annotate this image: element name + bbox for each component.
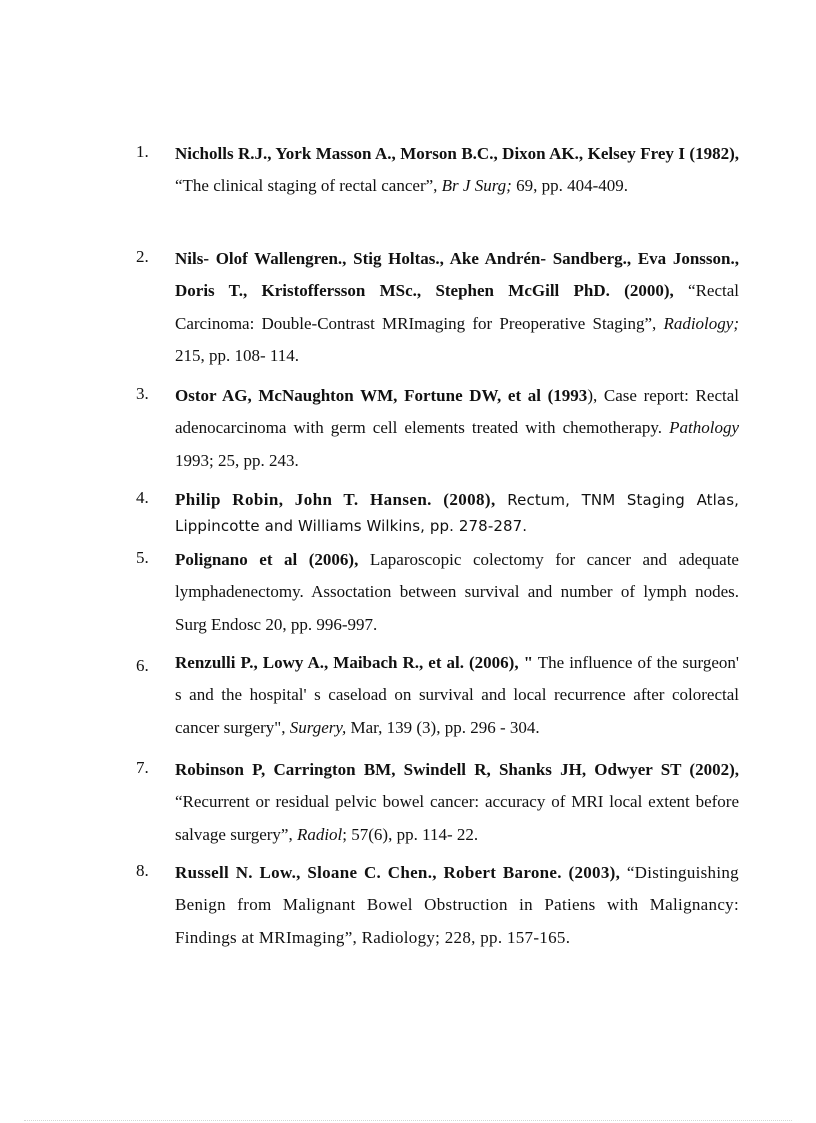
reference-journal: Radiol <box>296 824 343 844</box>
reference-title: “Rectal Carcinoma: Double-Contrast MRImaging for Preoperative Staging”, <box>175 281 739 333</box>
reference-text <box>175 754 739 851</box>
reference-title: “Distinguishing Benign from Malignant Bowel Obstruction in Patiens with Malignancy: Findings at MRImaging”, Radiology; 228, pp. 157-165. <box>175 863 739 947</box>
reference-authors: Polignano et al (2006), <box>175 550 359 569</box>
reference-journal: Radiology; <box>663 313 739 333</box>
reference-number: 7. <box>136 758 149 777</box>
reference-text <box>175 857 739 954</box>
reference-details: 69, pp. 404-409. <box>511 176 629 196</box>
reference-number: 1. <box>136 142 149 161</box>
reference-title: Rectum, TNM Staging Atlas, Lippincotte and Williams Wilkins, pp. 278-287. <box>175 491 739 535</box>
reference-title: ), Case report: Rectal adenocarcinoma with germ cell elements treated with chemotherapy. <box>175 386 739 438</box>
reference-title: Laparoscopic colectomy for cancer and adequate lymphadenectomy. Assoctation between survival and number of lymph nodes. Surg Endosc 20, pp. 996-997. <box>175 550 739 634</box>
page-bottom-border <box>24 1120 792 1121</box>
reference-details: Mar, 139 (3), pp. 296 - 304. <box>346 717 540 737</box>
reference-number: 4. <box>136 488 149 507</box>
reference-authors: Renzulli P., Lowy A., Maibach R., et al. (2006), " <box>175 653 534 672</box>
reference-number: 5. <box>136 548 149 567</box>
reference-title: “The clinical staging of rectal cancer”, <box>175 176 442 196</box>
reference-authors: Ostor AG, McNaughton WM, Fortune DW, et al (1993 <box>175 386 588 405</box>
reference-text <box>175 380 739 477</box>
reference-number: 3. <box>136 384 149 403</box>
reference-journal: Pathology <box>669 418 739 438</box>
reference-text <box>175 487 739 539</box>
reference-text <box>175 243 739 372</box>
reference-text <box>175 138 739 203</box>
reference-journal: Surgery, <box>289 717 347 737</box>
reference-text <box>175 647 739 744</box>
reference-details: 1993; 25, pp. 243. <box>175 450 299 470</box>
reference-authors: Nicholls R.J., York Masson A., Morson B.C., Dixon AK., Kelsey Frey I (1982), <box>175 144 739 163</box>
reference-authors: Robinson P, Carrington BM, Swindell R, Shanks JH, Odwyer ST (2002), <box>175 760 739 779</box>
reference-number: 2. <box>136 247 149 266</box>
reference-text <box>175 544 739 641</box>
reference-authors: Nils- Olof Wallengren., Stig Holtas., Ake Andrén- Sandberg., Eva Jonsson., Doris T., Kristoffersson MSc., Stephen McGill PhD. (2000), <box>175 249 739 301</box>
reference-number: 8. <box>136 861 149 880</box>
reference-authors: Russell N. Low., Sloane C. Chen., Robert Barone. (2003), <box>175 863 621 882</box>
reference-details: ; 57(6), pp. 114- 22. <box>342 824 479 844</box>
reference-authors: Philip Robin, John T. Hansen. (2008), <box>175 490 496 509</box>
reference-title: “Recurrent or residual pelvic bowel cancer: accuracy of MRI local extent before salvage surgery”, <box>175 792 739 844</box>
reference-title: The influence of the surgeon' s and the hospital' s caseload on survival and local recurrence after colorectal cancer surgery", <box>175 653 739 737</box>
reference-number: 6. <box>136 656 149 675</box>
reference-journal: Br J Surg; <box>441 176 512 196</box>
reference-details: 215, pp. 108- 114. <box>175 345 300 365</box>
